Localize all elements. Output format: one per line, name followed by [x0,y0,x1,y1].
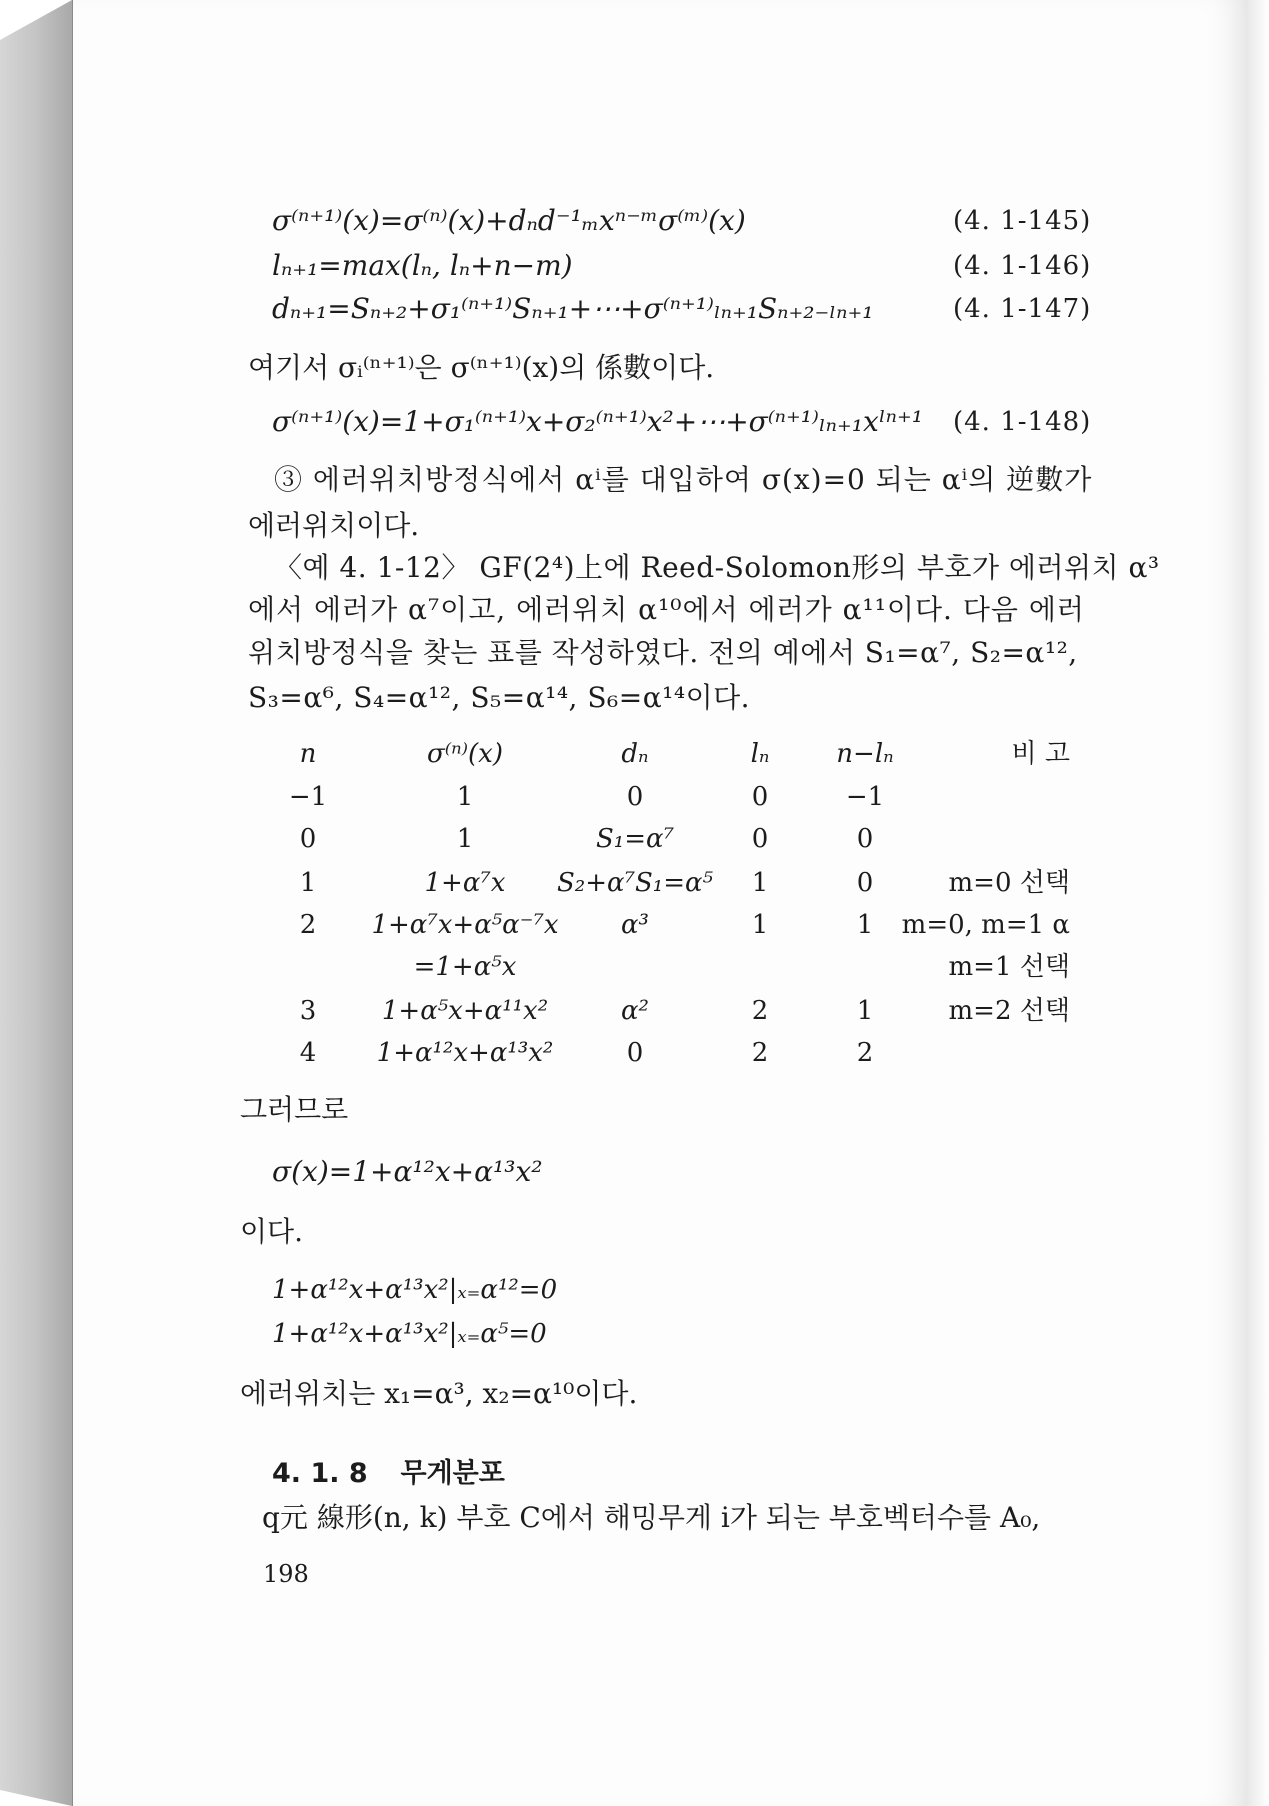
is-text: 이다. [240,1215,303,1248]
equation-4-1-147: dₙ₊₁=Sₙ₊₂+σ₁⁽ⁿ⁺¹⁾Sₙ₊₁+⋯+σ⁽ⁿ⁺¹⁾ₗₙ₊₁Sₙ₊₂₋ₗₙ₊₁ [272,292,874,325]
equation-number-146: (4. 1-146) [953,251,1092,281]
table-cell: 1 [856,910,874,940]
table-cell: −1 [845,782,885,812]
table-cell: m=0, m=1 α [901,910,1070,940]
therefore-text: 그러므로 [240,1093,349,1126]
table-cell: 1 [456,782,474,812]
table-cell: 2 [856,1038,874,1068]
table-cell: m=1 선택 [948,952,1070,982]
table-header-sigma: σ⁽ⁿ⁾(x) [426,739,503,769]
table-cell: 1 [299,868,317,898]
table-cell: S₁=α⁷ [596,824,674,854]
example-line2: 에서 에러가 α⁷이고, 에러위치 α¹⁰에서 에러가 α¹¹이다. 다음 에러 [248,593,1085,626]
table-cell: 0 [751,782,769,812]
section-first-line: q元 線形(n, k) 부호 C에서 해밍무게 i가 되는 부호벡터수를 A₀, [262,1501,1041,1534]
result-equation: σ(x)=1+α¹²x+α¹³x² [272,1155,543,1188]
table-header-n: n [299,739,317,769]
section-number: 4. 1. 8 [272,1458,368,1489]
table-cell: =1+α⁵x [413,952,517,982]
table-cell: S₂+α⁷S₁=α⁵ [557,868,713,898]
table-cell: 1+α⁵x+α¹¹x² [381,996,549,1026]
page-number: 198 [263,1560,309,1588]
equation-number-145: (4. 1-145) [953,206,1092,236]
step3-line2: 에러위치이다. [248,509,420,542]
check-equation-2: 1+α¹²x+α¹³x²|ₓ₌α⁵=0 [272,1319,547,1349]
table-cell: 0 [856,868,874,898]
check-equation-1: 1+α¹²x+α¹³x²|ₓ₌α¹²=0 [272,1275,558,1305]
error-locations-text: 에러위치는 x₁=α³, x₂=α¹⁰이다. [240,1377,638,1410]
table-cell: 1 [856,996,874,1026]
table-header-n-minus-l: n−lₙ [836,739,894,769]
table-cell: 1+α⁷x [424,868,506,898]
step3-line1: ③ 에러위치방정식에서 αⁱ를 대입하여 σ(x)=0 되는 αⁱ의 逆數가 [274,463,1093,496]
table-cell: 1+α⁷x+α⁵α⁻⁷x [371,910,559,940]
table-cell: 1 [751,868,769,898]
table-cell: 0 [626,782,644,812]
table-cell: 0 [299,824,317,854]
table-cell: 1+α¹²x+α¹³x² [376,1038,554,1068]
table-cell: α² [621,996,649,1026]
table-cell: −1 [288,782,328,812]
table-header-l: lₙ [750,739,770,769]
example-line1: 〈예 4. 1-12〉 GF(2⁴)上에 Reed-Solomon形의 부호가 에러위치 α³ [274,551,1160,584]
where-line: 여기서 σᵢ⁽ⁿ⁺¹⁾은 σ⁽ⁿ⁺¹⁾(x)의 係數이다. [248,351,715,384]
equation-4-1-148: σ⁽ⁿ⁺¹⁾(x)=1+σ₁⁽ⁿ⁺¹⁾x+σ₂⁽ⁿ⁺¹⁾x²+⋯+σ⁽ⁿ⁺¹⁾ₗₙ₊₁xˡⁿ⁺¹ [272,405,923,438]
table-cell: α³ [621,910,649,940]
equation-4-1-145: σ⁽ⁿ⁺¹⁾(x)=σ⁽ⁿ⁾(x)+dₙd⁻¹ₘxⁿ⁻ᵐσ⁽ᵐ⁾(x) [272,204,746,237]
table-cell: 2 [299,910,317,940]
table-header-d: dₙ [621,739,649,769]
example-line4: S₃=α⁶, S₄=α¹², S₅=α¹⁴, S₆=α¹⁴이다. [248,681,751,714]
table-cell: 0 [751,824,769,854]
table-cell: 0 [626,1038,644,1068]
table-cell: 0 [856,824,874,854]
table-cell: 1 [456,824,474,854]
table-cell: m=0 선택 [948,868,1070,898]
section-title: 무게분포 [400,1458,505,1489]
table-header-remarks: 비 고 [1011,739,1070,769]
table-cell: 2 [751,1038,769,1068]
table-cell: 4 [299,1038,317,1068]
equation-4-1-146: lₙ₊₁=max(lₙ, lₙ+n−m) [272,249,573,282]
table-cell: m=2 선택 [948,996,1070,1026]
equation-number-148: (4. 1-148) [953,407,1092,437]
equation-number-147: (4. 1-147) [953,294,1092,324]
example-line3: 위치방정식을 찾는 표를 작성하였다. 전의 예에서 S₁=α⁷, S₂=α¹², [248,636,1078,669]
section-heading [272,1456,505,1492]
table-cell: 2 [751,996,769,1026]
table-cell: 3 [299,996,317,1026]
table-cell: 1 [751,910,769,940]
